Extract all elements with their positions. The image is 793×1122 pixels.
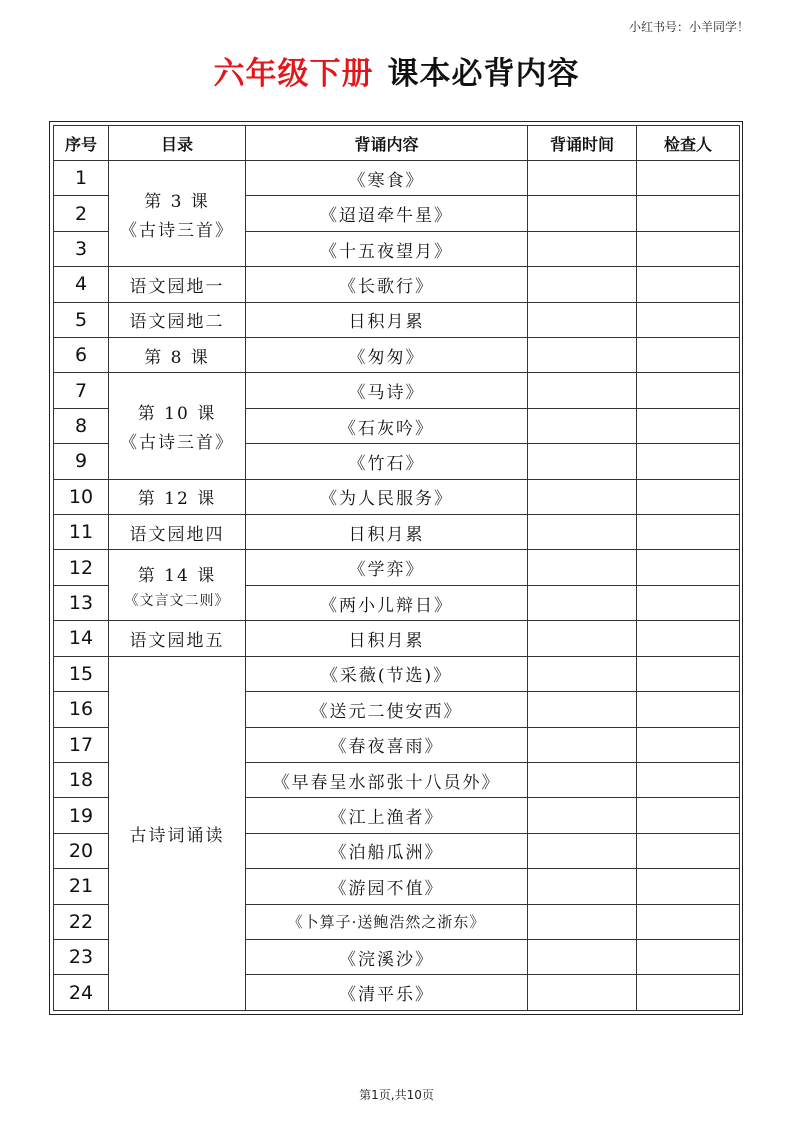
time-cell[interactable] [528, 727, 637, 762]
row-number: 11 [54, 515, 109, 550]
recitation-content: 《石灰吟》 [246, 408, 528, 443]
time-cell[interactable] [528, 515, 637, 550]
table-row [54, 267, 740, 302]
checker-cell[interactable] [637, 727, 740, 762]
checker-cell[interactable] [637, 656, 740, 691]
time-cell[interactable] [528, 231, 637, 266]
checker-cell[interactable] [637, 975, 740, 1011]
directory-cell: 语文园地二 [109, 302, 246, 337]
directory-cell [109, 373, 246, 479]
header-row [54, 126, 740, 161]
directory-line1: 第 3 课 [144, 191, 210, 212]
time-cell[interactable] [528, 939, 637, 974]
row-number: 22 [54, 904, 109, 939]
recitation-content: 《匆匆》 [246, 338, 528, 373]
title-subject: 课本必背内容 [387, 56, 580, 92]
time-cell[interactable] [528, 585, 637, 620]
row-number: 16 [54, 692, 109, 727]
row-number: 20 [54, 833, 109, 868]
header-checker: 检查人 [637, 126, 740, 161]
table-row [54, 479, 740, 514]
recitation-content: 《江上渔者》 [246, 798, 528, 833]
row-number: 8 [54, 408, 109, 443]
checker-cell[interactable] [637, 621, 740, 656]
checker-cell[interactable] [637, 267, 740, 302]
directory-line2: 《古诗三首》 [120, 220, 234, 241]
recitation-content: 《早春呈水部张十八员外》 [246, 762, 528, 797]
checker-cell[interactable] [637, 762, 740, 797]
directory-line2: 《文言文二则》 [124, 592, 230, 609]
time-cell[interactable] [528, 869, 637, 904]
recitation-content: 《送元二使安西》 [246, 692, 528, 727]
checker-cell[interactable] [637, 444, 740, 479]
table-row [54, 656, 740, 691]
table-row [54, 621, 740, 656]
row-number: 24 [54, 975, 109, 1011]
table-row [54, 550, 740, 585]
directory-cell: 第 8 课 [109, 338, 246, 373]
directory-cell [109, 550, 246, 621]
watermark-text: 小红书号：小羊同学！ [628, 20, 749, 34]
checker-cell[interactable] [637, 515, 740, 550]
title-grade: 六年级下册 [213, 56, 374, 92]
directory-cell: 语文园地四 [109, 515, 246, 550]
time-cell[interactable] [528, 550, 637, 585]
directory-cell: 古诗词诵读 [109, 656, 246, 1010]
header-directory: 目录 [109, 126, 246, 161]
time-cell[interactable] [528, 904, 637, 939]
recitation-content: 《竹石》 [246, 444, 528, 479]
checker-cell[interactable] [637, 161, 740, 196]
header-time: 背诵时间 [528, 126, 637, 161]
checker-cell[interactable] [637, 904, 740, 939]
table-row [54, 373, 740, 408]
checker-cell[interactable] [637, 338, 740, 373]
recitation-content: 《迢迢牵牛星》 [246, 196, 528, 231]
recitation-content: 《春夜喜雨》 [246, 727, 528, 762]
recitation-content: 《采薇(节选)》 [246, 656, 528, 691]
checker-cell[interactable] [637, 869, 740, 904]
table-row [54, 515, 740, 550]
time-cell[interactable] [528, 338, 637, 373]
checker-cell[interactable] [637, 692, 740, 727]
checker-cell[interactable] [637, 231, 740, 266]
time-cell[interactable] [528, 656, 637, 691]
recitation-content: 《学弈》 [246, 550, 528, 585]
row-number: 7 [54, 373, 109, 408]
recitation-content: 日积月累 [246, 302, 528, 337]
row-number: 18 [54, 762, 109, 797]
page-title [0, 48, 793, 93]
checker-cell[interactable] [637, 302, 740, 337]
recitation-content: 《浣溪沙》 [246, 939, 528, 974]
header-no: 序号 [54, 126, 109, 161]
table-frame [49, 121, 743, 1015]
row-number: 21 [54, 869, 109, 904]
checker-cell[interactable] [637, 550, 740, 585]
recitation-content: 《泊船瓜洲》 [246, 833, 528, 868]
checker-cell[interactable] [637, 196, 740, 231]
time-cell[interactable] [528, 408, 637, 443]
recitation-content: 《清平乐》 [246, 975, 528, 1011]
row-number: 23 [54, 939, 109, 974]
directory-cell: 语文园地一 [109, 267, 246, 302]
recitation-content: 《两小儿辩日》 [246, 585, 528, 620]
table-row [54, 161, 740, 196]
directory-line2: 《古诗三首》 [120, 433, 234, 454]
row-number: 10 [54, 479, 109, 514]
page-footer: 第1页,共10页 [359, 1088, 434, 1102]
time-cell[interactable] [528, 975, 637, 1011]
header-content: 背诵内容 [246, 126, 528, 161]
recitation-content: 《寒食》 [246, 161, 528, 196]
time-cell[interactable] [528, 196, 637, 231]
recitation-content: 《长歌行》 [246, 267, 528, 302]
directory-line1: 第 10 课 [137, 404, 217, 425]
table-row [54, 302, 740, 337]
time-cell[interactable] [528, 798, 637, 833]
row-number: 5 [54, 302, 109, 337]
recitation-content: 日积月累 [246, 515, 528, 550]
time-cell[interactable] [528, 444, 637, 479]
time-cell[interactable] [528, 302, 637, 337]
time-cell[interactable] [528, 161, 637, 196]
checker-cell[interactable] [637, 408, 740, 443]
row-number: 17 [54, 727, 109, 762]
time-cell[interactable] [528, 762, 637, 797]
checker-cell[interactable] [637, 479, 740, 514]
row-number: 19 [54, 798, 109, 833]
time-cell[interactable] [528, 267, 637, 302]
recitation-content: 《为人民服务》 [246, 479, 528, 514]
checker-cell[interactable] [637, 798, 740, 833]
checker-cell[interactable] [637, 833, 740, 868]
time-cell[interactable] [528, 692, 637, 727]
recitation-content: 《十五夜望月》 [246, 231, 528, 266]
row-number: 14 [54, 621, 109, 656]
directory-cell: 语文园地五 [109, 621, 246, 656]
checker-cell[interactable] [637, 585, 740, 620]
row-number: 13 [54, 585, 109, 620]
recitation-content: 日积月累 [246, 621, 528, 656]
row-number: 9 [54, 444, 109, 479]
directory-line1: 第 14 课 [137, 565, 217, 586]
time-cell[interactable] [528, 479, 637, 514]
recitation-table [53, 125, 740, 1011]
directory-cell: 第 12 课 [109, 479, 246, 514]
row-number: 12 [54, 550, 109, 585]
checker-cell[interactable] [637, 373, 740, 408]
row-number: 2 [54, 196, 109, 231]
time-cell[interactable] [528, 373, 637, 408]
time-cell[interactable] [528, 621, 637, 656]
row-number: 4 [54, 267, 109, 302]
recitation-content: 《游园不值》 [246, 869, 528, 904]
row-number: 1 [54, 161, 109, 196]
checker-cell[interactable] [637, 939, 740, 974]
directory-cell [109, 161, 246, 267]
row-number: 6 [54, 338, 109, 373]
row-number: 15 [54, 656, 109, 691]
recitation-content: 《卜算子·送鲍浩然之浙东》 [246, 904, 528, 939]
recitation-content: 《马诗》 [246, 373, 528, 408]
table-row [54, 338, 740, 373]
row-number: 3 [54, 231, 109, 266]
time-cell[interactable] [528, 833, 637, 868]
